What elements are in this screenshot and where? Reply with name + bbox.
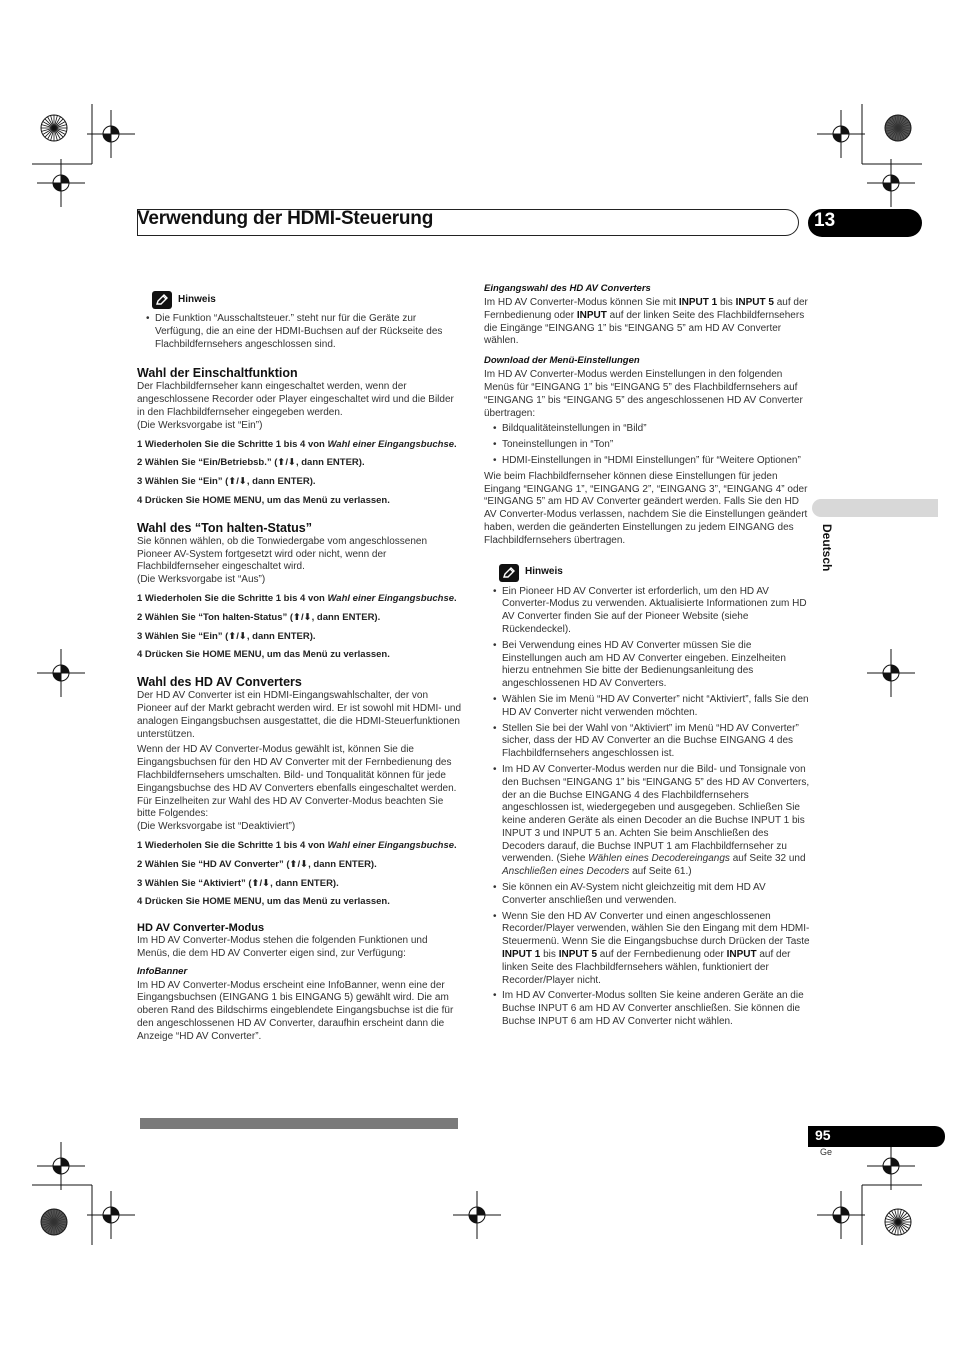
step: 1 Wiederholen Sie die Schritte 1 bis 4 von Wahl einer Eingangsbuchse.: [137, 438, 457, 450]
crosshair-target-icon: [37, 649, 85, 697]
step: 1 Wiederholen Sie die Schritte 1 bis 4 von Wahl einer Eingangsbuchse.: [137, 592, 457, 604]
page-language-code: Ge: [820, 1147, 833, 1157]
list-item: • Toneinstellungen in “Ton”: [484, 439, 810, 452]
note-list: [137, 313, 463, 351]
chapter-number: 13: [814, 210, 836, 231]
list-item: • HDMI-Einstellungen in “HDMI Einstellungen” für “Weitere Optionen”: [484, 455, 810, 468]
default-note: (Die Werksvorgabe ist “Aus”): [137, 574, 266, 586]
paragraph: Sie können wählen, ob die Tonwiedergabe vom angeschlossenen Pioneer AV-System fortgesetzt wird oder nicht, wenn der Flachbildfernseher eingeschaltet wird.: [137, 535, 428, 573]
paragraph: Der Flachbildfernseher kann eingeschaltet werden, wenn der angeschlossene Recorder oder Player eingeschaltet wird und die Bilder in den Flachbildfernseher eingegeben werden.: [137, 381, 454, 418]
step: 2 Wählen Sie “Ein/Betriebsb.” (⬆/⬇, dann ENTER).: [137, 457, 365, 469]
paragraph: Im HD AV Converter-Modus stehen die folgenden Funktionen und Menüs, die dem HD AV Converter eigen sind, zur Verfügung:: [137, 935, 428, 959]
list-item: • Sie können ein AV-System nicht gleichzeitig mit dem HD AV Converter anschließen und verwenden.: [484, 882, 810, 908]
list-item: • Wenn Sie den HD AV Converter und einen angeschlossenen Recorder/Player verwenden, wählen Sie den Eingang mit dem HDMI-Steuermenü. Wenn Sie die Eingangsbuchse durch Drücken der Taste INPUT 1 bis INPUT 5 auf der Fernbedienung oder INPUT auf der linken Seite des Flachbildfernsehers wählen, funktioniert der Recorder/Player nicht.: [484, 911, 810, 988]
settings-list: [484, 423, 810, 467]
subsection-heading: Eingangswahl des HD AV Converters: [484, 283, 651, 294]
page-number: 95: [815, 1127, 831, 1143]
step: 4 Drücken Sie HOME MENU, um das Menü zu verlassen.: [137, 896, 390, 908]
language-tab: [812, 499, 938, 517]
crosshair-target-icon: [87, 110, 135, 158]
page-title: Verwendung der HDMI-Steuerung: [137, 208, 434, 229]
list-item: • Bei Verwendung eines HD AV Converter müssen Sie die Einstellungen auch am HD AV Converter eingeben. Einzelheiten hierzu entnehmen Sie bitte der Bedienungsanleitung des angeschlossenen HD AV Converters.: [484, 640, 810, 691]
step: 4 Drücken Sie HOME MENU, um das Menü zu verlassen.: [137, 494, 390, 506]
note-header: [152, 289, 463, 311]
default-note: (Die Werksvorgabe ist “Ein”): [137, 419, 263, 431]
step: 2 Wählen Sie “HD AV Converter” (⬆/⬇, dann ENTER).: [137, 858, 377, 870]
list-item: • Im HD AV Converter-Modus sollten Sie keine anderen Geräte an die Buchse INPUT 6 am HD AV Converter anschließen. Sie können die Buchse INPUT 6 am HD AV Converter nicht wählen.: [484, 990, 810, 1028]
left-column: [137, 289, 463, 1044]
paragraph: Im HD AV Converter-Modus erscheint eine InfoBanner, wenn eine der Eingangsbuchsen (EINGANG 1 bis EINGANG 5) gewählt wird. Die am oberen Rand des Bildschirms eingeblendete Eingangsbuchse ist die für den angeschlossenen HD AV Converter, daraufhin erscheint dann die Anzeige “HD AV Converter”.: [137, 979, 454, 1042]
step: 3 Wählen Sie “Ein” (⬆/⬇, dann ENTER).: [137, 476, 316, 488]
list-item: • Im HD AV Converter-Modus werden nur die Bild- und Tonsignale von den Buchsen “EINGANG 1” bis “EINGANG 5” des HD AV Converters, der an die Buchse EINGANG 4 des Flachbildfernsehers angeschlossen ist, wiedergegeben und ausgegeben. Schließen Sie keine anderen Geräte als einen Decoder an die Buchse INPUT 1 bis INPUT 3 und INPUT 5 an. Achten Sie beim Anschließen des Decoders darauf, die Buchse INPUT 1 am Flachbildfernseher zu verwenden. (Siehe Wählen eines Decodereingangs auf Seite 32 und Anschließen eines Decoders auf Seite 61.): [484, 764, 810, 879]
color-wheel-icon: [41, 1209, 67, 1235]
step: 3 Wählen Sie “Ein” (⬆/⬇, dann ENTER).: [137, 630, 316, 642]
subsection-heading: Download der Menü-Einstellungen: [484, 355, 640, 367]
crosshair-target-icon: [817, 110, 865, 158]
step: 1 Wiederholen Sie die Schritte 1 bis 4 von Wahl einer Eingangsbuchse.: [137, 839, 457, 851]
subsection-heading: HD AV Converter-Modus: [137, 922, 265, 935]
paragraph: Im HD AV Converter-Modus können Sie mit INPUT 1 bis INPUT 5 auf der Fernbedienung oder INPUT auf der linken Seite des Flachbildfernsehers die Eingänge “EINGANG 1” bis “EINGANG 5” am HD AV Converter wählen.: [484, 297, 808, 347]
section-heading: Wahl des “Ton halten-Status”: [137, 520, 313, 535]
default-note: (Die Werksvorgabe ist “Deaktiviert”): [137, 821, 296, 833]
color-wheel-icon: [885, 115, 911, 141]
note-pencil-icon: [499, 564, 519, 582]
color-wheel-icon: [41, 115, 67, 141]
crosshair-target-icon: [867, 649, 915, 697]
crosshair-target-icon: [37, 159, 85, 207]
right-column: [484, 282, 810, 1032]
crosshair-target-icon: [453, 1191, 501, 1239]
note-list: [484, 586, 810, 1029]
crosshair-target-icon: [87, 1191, 135, 1239]
section-heading: Wahl der Einschaltfunktion: [137, 366, 298, 381]
note-label: Hinweis: [525, 566, 563, 578]
list-item: • Ein Pioneer HD AV Converter ist erforderlich, um den HD AV Converter-Modus zu verwenden. Aktualisierte Informationen zum HD AV Converter finden Sie auf der Pioneer Website (siehe Rückendeckel).: [484, 586, 810, 637]
paragraph: Im HD AV Converter-Modus werden Einstellungen in den folgenden Menüs für “EINGANG 1” bis “EINGANG 5” des Flachbildfernsehers auf “EINGANG 1” bis “EINGANG 5” des angeschlossenen HD AV Converter übertragen:: [484, 369, 803, 419]
list-item: • Wählen Sie im Menü “HD AV Converter” nicht “Aktiviert”, falls Sie den HD AV Converter nicht verwenden möchten.: [484, 694, 810, 720]
list-item: • Stellen Sie bei der Wahl von “Aktiviert” im Menü “HD AV Converter” sicher, dass der HD AV Converter an die Buchse EINGANG 4 des Flachbildfernsehers angeschlossen ist.: [484, 723, 810, 761]
subsection-heading: InfoBanner: [137, 965, 188, 977]
crosshair-target-icon: [37, 1142, 85, 1190]
note-label: Hinweis: [178, 293, 216, 305]
language-label: Deutsch: [820, 524, 834, 572]
paragraph: Der HD AV Converter ist ein HDMI-Eingangswahlschalter, der von Pioneer auf der Markt gebracht werden wird. Er ist sowohl mit HDMI- und analogen Eingangsbuchsen ausgestattet, die die HDMI-Steuerfunktionen unterstützen.: [137, 690, 462, 740]
color-wheel-icon: [885, 1209, 911, 1235]
step: 4 Drücken Sie HOME MENU, um das Menü zu verlassen.: [137, 649, 390, 661]
step: 3 Wählen Sie “Aktiviert” (⬆/⬇, dann ENTER).: [137, 877, 339, 889]
footer-bar: [140, 1118, 458, 1129]
section-heading: Wahl des HD AV Converters: [137, 675, 302, 690]
crosshair-target-icon: [867, 1142, 915, 1190]
list-item: • Die Funktion “Ausschaltsteuer.” steht nur für die Geräte zur Verfügung, die an eine der HDMI-Buchsen auf der Rückseite des Flachbildfernsehers angeschlossen sind.: [137, 313, 463, 351]
note-pencil-icon: [152, 291, 172, 309]
step: 2 Wählen Sie “Ton halten-Status” (⬆/⬇, dann ENTER).: [137, 611, 381, 623]
paragraph: Wie beim Flachbildfernseher können diese Einstellungen für jeden Eingang “EINGANG 1”, “EINGANG 2”, “EINGANG 3”, “EINGANG 4” oder “EINGANG 5” am HD AV Converter geändert werden. Falls Sie den HD AV Converter-Modus verlassen, nachdem Sie die Einstellungen geändert haben, werden die geänderten Einstellungen zu jedem EINGANG des Flachbildfernsehers übertragen.: [484, 470, 808, 546]
crosshair-target-icon: [817, 1191, 865, 1239]
paragraph: Wenn der HD AV Converter-Modus gewählt ist, können Sie die Eingangsbuchsen für den HD AV Converter mit der Fernbedienung des Flachbildfernsehers umschalten. Bild- und Tonqualität können für jede Eingangsbuchse des HD AV Converters ebenfalls eingeschaltet werden. Für Einzelheiten zur Wahl des HD AV Converter-Modus beachten Sie bitte Folgendes:: [137, 744, 457, 820]
list-item: • Bildqualitäteinstellungen in “Bild”: [484, 423, 810, 436]
crosshair-target-icon: [867, 159, 915, 207]
note-header: [499, 562, 810, 584]
